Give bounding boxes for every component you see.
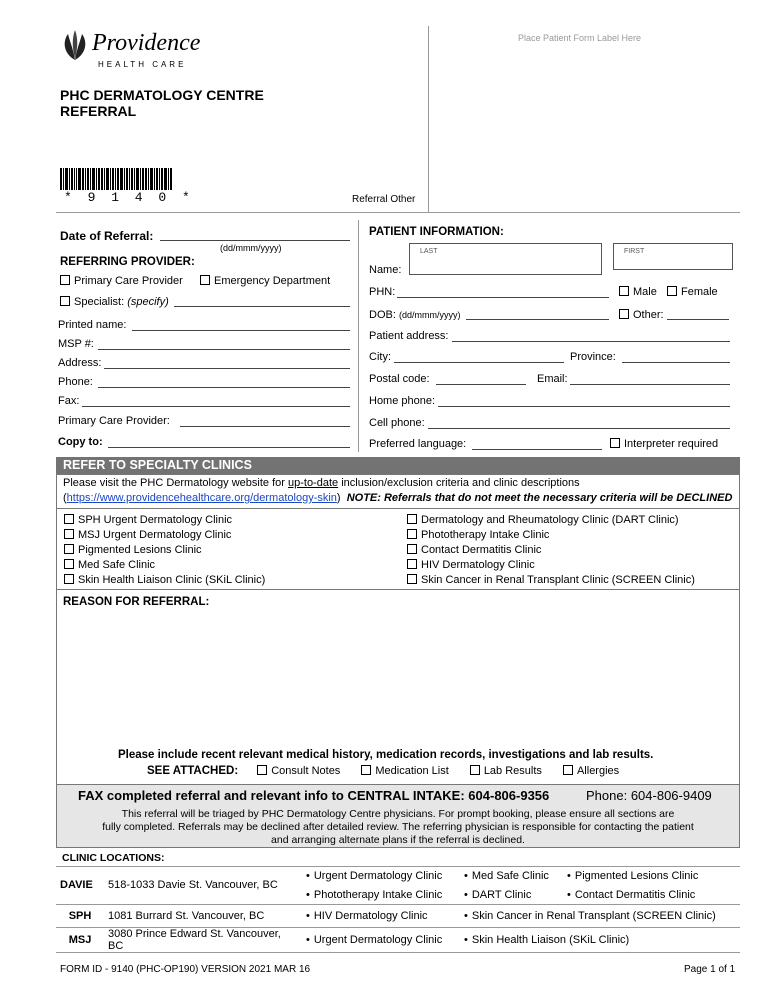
primary-care-provider-label: Primary Care Provider: xyxy=(58,415,170,427)
phn-label: PHN: xyxy=(369,286,396,298)
patient-address-label: Patient address: xyxy=(369,330,449,342)
davie-clinic-5: • DART Clinic xyxy=(464,889,531,901)
msj-clinic-1: • Urgent Dermatology Clinic xyxy=(306,934,442,946)
name-label: Name: xyxy=(369,264,402,276)
fax-line: FAX completed referral and relevant info to CENTRAL INTAKE: 604-806-9356 xyxy=(78,788,550,803)
phone-field[interactable] xyxy=(98,387,350,388)
clinics-intro: Please visit the PHC Dermatology website for up-to-date inclusion/exclusion criteria and clinic descriptions xyxy=(63,477,580,489)
clinic-left-3[interactable]: Med Safe Clinic xyxy=(64,559,155,571)
emergency-label: Emergency Department xyxy=(214,275,331,287)
reason-heading: REASON FOR REFERRAL: xyxy=(63,596,210,608)
preferred-language-label: Preferred language: xyxy=(369,438,467,450)
specify-hint: (specify) xyxy=(127,296,169,308)
emergency-checkbox[interactable] xyxy=(200,275,330,287)
clinic-locations-table xyxy=(56,866,740,953)
first-name-box[interactable] xyxy=(613,243,733,270)
specialty-clinics-heading: REFER TO SPECIALTY CLINICS xyxy=(56,457,740,474)
dob-field[interactable] xyxy=(466,319,609,320)
first-label: FIRST xyxy=(624,248,645,255)
email-label: Email: xyxy=(537,373,568,385)
sph-clinic-1: • HIV Dermatology Clinic xyxy=(306,910,428,922)
cell-phone-field[interactable] xyxy=(428,428,730,429)
date-of-referral-label: Date of Referral: xyxy=(60,229,154,243)
logo-name: Providence xyxy=(92,30,201,56)
clinic-left-2[interactable]: Pigmented Lesions Clinic xyxy=(64,544,202,556)
sph-clinic-2: • Skin Cancer in Renal Transplant (SCREEN Clinic) xyxy=(464,910,716,922)
cell-phone-label: Cell phone: xyxy=(369,417,425,429)
barcode xyxy=(60,168,190,190)
clinic-right-2[interactable]: Contact Dermatitis Clinic xyxy=(407,544,541,556)
dob-label: DOB: (dd/mmm/yyyy) xyxy=(369,309,461,321)
msj-code: MSJ xyxy=(56,928,104,953)
male-checkbox[interactable] xyxy=(619,286,657,298)
other-label: Other: xyxy=(633,309,664,321)
up-to-date-link[interactable]: up-to-date xyxy=(287,477,339,489)
clinic-right-0[interactable]: Dermatology and Rheumatology Clinic (DART Clinic) xyxy=(407,514,679,526)
specialist-label: Specialist: xyxy=(74,296,125,308)
lab-results-checkbox[interactable]: Lab Results xyxy=(470,765,542,777)
patient-information-heading: PATIENT INFORMATION: xyxy=(369,226,504,238)
female-checkbox[interactable] xyxy=(667,286,718,298)
clinic-left-0[interactable]: SPH Urgent Dermatology Clinic xyxy=(64,514,232,526)
include-instructions: Please include recent relevant medical history, medication records, investigations and lab results. xyxy=(118,749,654,761)
declined-note: NOTE: Referrals that do not meet the necessary criteria will be DECLINED xyxy=(346,492,733,504)
interpreter-checkbox[interactable] xyxy=(610,438,718,450)
davie-clinic-4: • Phototherapy Intake Clinic xyxy=(306,889,442,901)
date-format-hint: (dd/mmm/yyyy) xyxy=(220,243,282,253)
email-field[interactable] xyxy=(570,384,730,385)
last-name-box[interactable] xyxy=(409,243,602,275)
postal-code-field[interactable] xyxy=(436,384,526,385)
copy-to-label: Copy to: xyxy=(58,436,103,448)
clinics-divider xyxy=(56,508,740,509)
female-label: Female xyxy=(681,286,718,298)
specialist-field[interactable] xyxy=(174,306,350,307)
clinic-right-1[interactable]: Phototherapy Intake Clinic xyxy=(407,529,549,541)
clinic-left-4[interactable]: Skin Health Liaison Clinic (SKiL Clinic) xyxy=(64,574,265,586)
other-field[interactable] xyxy=(667,319,729,320)
msj-address: 3080 Prince Edward St. Vancouver, BC xyxy=(104,928,302,953)
interpreter-label: Interpreter required xyxy=(624,438,719,450)
clinic-right-4[interactable]: Skin Cancer in Renal Transplant Clinic (SCREEN Clinic) xyxy=(407,574,695,586)
primary-care-label: Primary Care Provider xyxy=(74,275,183,287)
form-title-line-1: PHC DERMATOLOGY CENTRE xyxy=(60,87,264,103)
form-id: FORM ID - 9140 (PHC-OP190) VERSION 2021 MAR 16 xyxy=(60,964,311,975)
davie-clinic-1: • Urgent Dermatology Clinic xyxy=(306,870,442,882)
consult-notes-checkbox[interactable]: Consult Notes xyxy=(257,765,340,777)
phone-label: Phone: xyxy=(58,376,93,388)
postal-code-label: Postal code: xyxy=(369,373,430,385)
province-field[interactable] xyxy=(622,362,730,363)
location-row-msj xyxy=(56,928,740,953)
header-rule xyxy=(56,212,740,213)
see-attached-row xyxy=(147,765,619,777)
msp-field[interactable] xyxy=(98,349,350,350)
clinic-right-3[interactable]: HIV Dermatology Clinic xyxy=(407,559,535,571)
clinic-left-1[interactable]: MSJ Urgent Dermatology Clinic xyxy=(64,529,231,541)
address-field[interactable] xyxy=(104,368,350,369)
sph-code: SPH xyxy=(56,905,104,928)
other-checkbox[interactable] xyxy=(619,309,664,321)
primary-care-checkbox[interactable] xyxy=(60,275,183,287)
davie-clinic-3: • Pigmented Lesions Clinic xyxy=(567,870,698,882)
fax-field[interactable] xyxy=(82,406,350,407)
location-row-sph xyxy=(56,905,740,928)
logo-subtitle: HEALTH CARE xyxy=(98,60,187,69)
see-attached-label: SEE ATTACHED: xyxy=(147,765,239,777)
msp-label: MSP #: xyxy=(58,338,94,350)
barcode-number: * 9 1 4 0 * xyxy=(64,190,194,205)
copy-to-field[interactable] xyxy=(108,447,350,448)
davie-code: DAVIE xyxy=(56,866,104,905)
sph-address: 1081 Burrard St. Vancouver, BC xyxy=(104,905,302,928)
printed-name-label: Printed name: xyxy=(58,319,127,331)
clinic-locations-heading: CLINIC LOCATIONS: xyxy=(62,852,165,864)
clinics-url-line: (https://www.providencehealthcare.org/dermatology-skin) NOTE: Referrals that do not meet the necessary criteria will be DECLINED xyxy=(63,492,733,504)
city-field[interactable] xyxy=(394,362,564,363)
location-row-davie xyxy=(56,866,740,885)
last-label: LAST xyxy=(420,248,438,255)
providence-logo xyxy=(60,28,201,76)
msj-clinic-2: • Skin Health Liaison (SKiL Clinic) xyxy=(464,934,629,946)
patient-address-field[interactable] xyxy=(452,341,730,342)
primary-care-provider-field[interactable] xyxy=(180,426,350,427)
label-placeholder: Place Patient Form Label Here xyxy=(518,33,642,43)
male-label: Male xyxy=(633,286,657,298)
medication-list-checkbox[interactable]: Medication List xyxy=(361,765,448,777)
page-number: Page 1 of 1 xyxy=(684,964,736,975)
fax-phone: Phone: 604-806-9409 xyxy=(586,788,712,803)
preferred-language-field[interactable] xyxy=(472,449,602,450)
fax-label: Fax: xyxy=(58,395,80,407)
city-label: City: xyxy=(369,351,391,363)
form-title-line-2: REFERRAL xyxy=(60,103,137,119)
printed-name-field[interactable] xyxy=(132,330,350,331)
date-of-referral-field[interactable] xyxy=(160,240,350,241)
label-area-divider xyxy=(428,26,429,212)
home-phone-field[interactable] xyxy=(438,406,730,407)
address-label: Address: xyxy=(58,357,102,369)
davie-clinic-2: • Med Safe Clinic xyxy=(464,870,549,882)
home-phone-label: Home phone: xyxy=(369,395,436,407)
referring-provider-heading: REFERRING PROVIDER: xyxy=(60,256,195,268)
allergies-checkbox[interactable]: Allergies xyxy=(563,765,619,777)
referral-other: Referral Other xyxy=(352,194,416,205)
specialist-checkbox[interactable] xyxy=(60,296,169,308)
dermatology-url-link[interactable]: https://www.providencehealthcare.org/dermatology-skin xyxy=(66,492,337,504)
davie-address: 518-1033 Davie St. Vancouver, BC xyxy=(104,866,302,905)
fax-paragraph-1: This referral will be triaged by PHC Dermatology Centre physicians. For prompt booking, please ensure all sections are xyxy=(121,808,675,820)
davie-clinic-6: • Contact Dermatitis Clinic xyxy=(567,889,695,901)
fax-paragraph-2: fully completed. Referrals may be declined after detailed review. The referring physician is responsible for contacting the patient xyxy=(102,821,694,833)
province-label: Province: xyxy=(570,351,616,363)
leaf-icon xyxy=(60,28,90,62)
column-divider xyxy=(358,220,359,452)
phn-field[interactable] xyxy=(397,297,609,298)
fax-paragraph-3: and arranging alternate plans if the referral is declined. xyxy=(271,834,525,846)
